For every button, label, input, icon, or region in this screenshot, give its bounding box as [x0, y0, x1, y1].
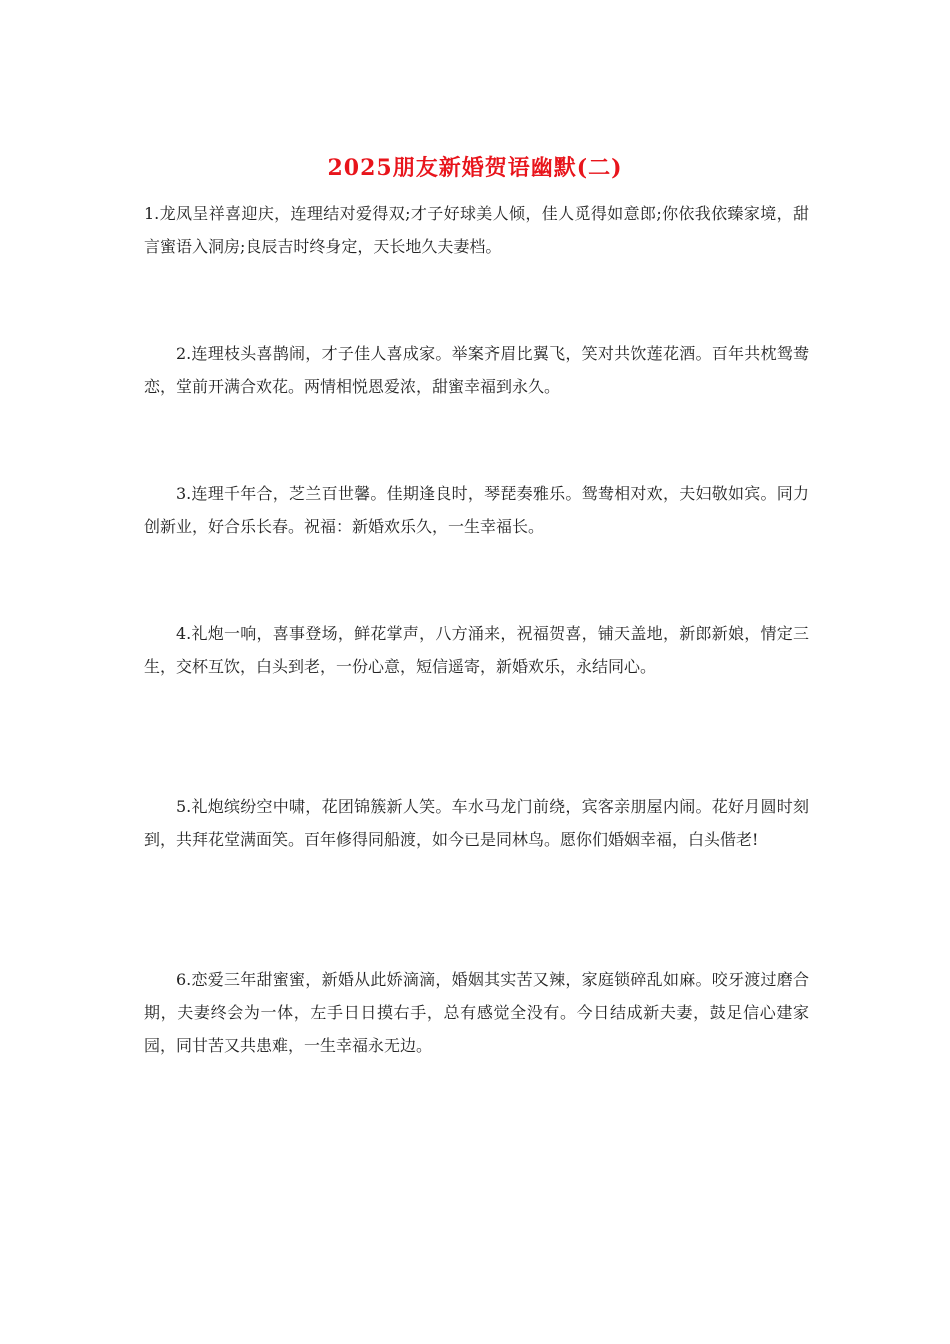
paragraph-4: 4.礼炮一响，喜事登场，鲜花掌声，八方涌来，祝福贺喜，铺天盖地，新郎新娘，情定三生，交杯互饮，白头到老，一份心意，短信遥寄，新婚欢乐，永结同心。	[144, 624, 809, 676]
page-title: 2025朋友新婚贺语幽默(二)	[327, 155, 623, 181]
paragraph-1: 1.龙凤呈祥喜迎庆，连理结对爱得双;才子好球美人倾，佳人觅得如意郎;你依我依臻家境，甜言蜜语入洞房;良辰吉时终身定，天长地久夫妻档。	[144, 204, 809, 256]
paragraph-2: 2.连理枝头喜鹊闹，才子佳人喜成家。举案齐眉比翼飞，笑对共饮莲花酒。百年共枕鸳鸯恋，堂前开满合欢花。两情相悦恩爱浓，甜蜜幸福到永久。	[144, 344, 809, 396]
paragraph-6: 6.恋爱三年甜蜜蜜，新婚从此娇滴滴，婚姻其实苦又辣，家庭锁碎乱如麻。咬牙渡过磨合期，夫妻终会为一体，左手日日摸右手，总有感觉全没有。今日结成新夫妻，鼓足信心建家园，同甘苦又共患难，一生幸福永无边。	[144, 970, 809, 1055]
paragraph-5: 5.礼炮缤纷空中啸，花团锦簇新人笑。车水马龙门前绕，宾客亲朋屋内闹。花好月圆时刻到，共拜花堂满面笑。百年修得同船渡，如今已是同林鸟。愿你们婚姻幸福，白头偕老!	[144, 797, 809, 849]
paragraph-3: 3.连理千年合，芝兰百世馨。佳期逢良时，琴琵奏雅乐。鸳鸯相对欢，夫妇敬如宾。同力创新业，好合乐长春。祝福：新婚欢乐久，一生幸福长。	[144, 484, 809, 536]
